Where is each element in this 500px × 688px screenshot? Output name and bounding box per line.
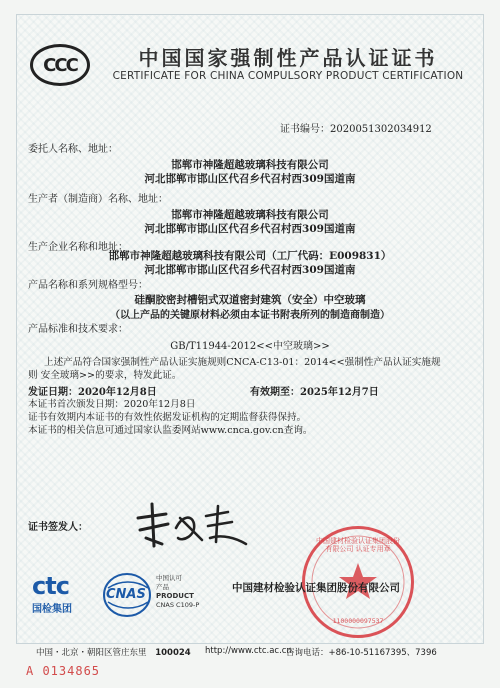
- ctc-logo: [32, 574, 94, 616]
- statement-line-1: 上述产品符合国家强制性产品认证实施规则CNCA-C13-01：2014<<强制性产品认证实施规: [44, 357, 441, 368]
- certificate-number-value: 2020051302034912: [330, 124, 432, 135]
- signature-image: [132, 498, 252, 550]
- issue-date-label: 发证日期：: [28, 387, 78, 398]
- issuing-organization: 中国建材检验认证集团股份有限公司: [232, 582, 400, 594]
- producer-address: 河北邯郸市邯山区代召乡代召村西309国道南: [144, 223, 356, 235]
- certificate-title-en: CERTIFICATE FOR CHINA COMPULSORY PRODUCT CERTIFICATION: [112, 70, 464, 82]
- product-note: （以上产品的关键原材料必须由本证书附表所列的制造商制造）: [110, 310, 390, 321]
- expiry-date-label: 有效期至：: [250, 387, 300, 398]
- issue-date: [28, 383, 157, 398]
- footer-address: [36, 646, 191, 658]
- signer-label: 证书签发人：: [28, 522, 88, 533]
- first-issue-date: 本证书首次颁发日期：2020年12月8日: [28, 399, 196, 410]
- client-address: 河北邯郸市邯山区代召乡代召村西309国道南: [144, 173, 356, 185]
- cnas-cn-line-1: 中国认可: [156, 574, 182, 582]
- cnas-logo: [102, 572, 202, 622]
- certificate-number: [280, 120, 432, 135]
- client-name: 邯郸市神隆超越玻璃科技有限公司: [171, 159, 329, 171]
- standard-label: 产品标准和技术要求：: [28, 324, 128, 335]
- validity-note: 证书有效期内本证书的有效性依据发证机构的定期监督获得保持。: [28, 412, 307, 423]
- product-label: 产品名称和系列规格型号：: [28, 280, 148, 291]
- ccc-logo: [30, 44, 90, 86]
- ccc-logo-text: CCC: [43, 54, 77, 76]
- website-note: 本证书的相关信息可通过国家认监委网站www.cnca.gov.cn查询。: [28, 425, 313, 436]
- standard-value: GB/T11944-2012<<中空玻璃>>: [170, 341, 330, 352]
- footer-address-text: 中国・北京・朝阳区管庄东里: [36, 648, 147, 658]
- cnas-code: CNAS C109-P: [156, 601, 200, 609]
- ctc-logo-text: ctc: [32, 572, 69, 600]
- cnas-cn-line-2: 产品: [156, 583, 169, 591]
- statement-line-2: 则 安全玻璃>>的要求，特发此证。: [28, 370, 182, 381]
- certificate-title-cn: 中国国家强制性产品认证证书: [138, 46, 438, 70]
- expiry-date-value: 2025年12月7日: [300, 387, 379, 398]
- certificate-number-label: 证书编号：: [280, 124, 330, 135]
- producer-label: 生产者（制造商）名称、地址：: [28, 194, 168, 205]
- issue-date-value: 2020年12月8日: [78, 387, 157, 398]
- footer-phone: 咨询电话：+86-10-51167395、7396: [286, 648, 437, 658]
- client-label: 委托人名称、地址：: [28, 144, 118, 155]
- factory-address: 河北邯郸市邯山区代召乡代召村西309国道南: [144, 264, 356, 276]
- cnas-logo-text: CNAS: [106, 587, 146, 602]
- serial-number: A 0134865: [26, 664, 101, 678]
- ctc-logo-cn: 国检集团: [32, 604, 72, 615]
- seal-number: 1100000097537: [332, 617, 384, 625]
- footer-postcode: 100024: [155, 648, 191, 658]
- producer-name: 邯郸市神隆超越玻璃科技有限公司: [171, 209, 329, 221]
- expiry-date: [250, 383, 379, 398]
- cnas-en-line: PRODUCT: [156, 592, 194, 600]
- factory-label: 生产企业名称和地址：: [28, 242, 128, 253]
- seal-text: 中国建材检验认证集团股份有限公司 认证专用章: [316, 537, 400, 553]
- footer-website: http://www.ctc.ac.cn: [205, 646, 292, 656]
- product-name: 硅酮胶密封槽铝式双道密封建筑（安全）中空玻璃: [134, 294, 366, 306]
- factory-name: 邯郸市神隆超越玻璃科技有限公司（工厂代码：E009831）: [108, 250, 392, 262]
